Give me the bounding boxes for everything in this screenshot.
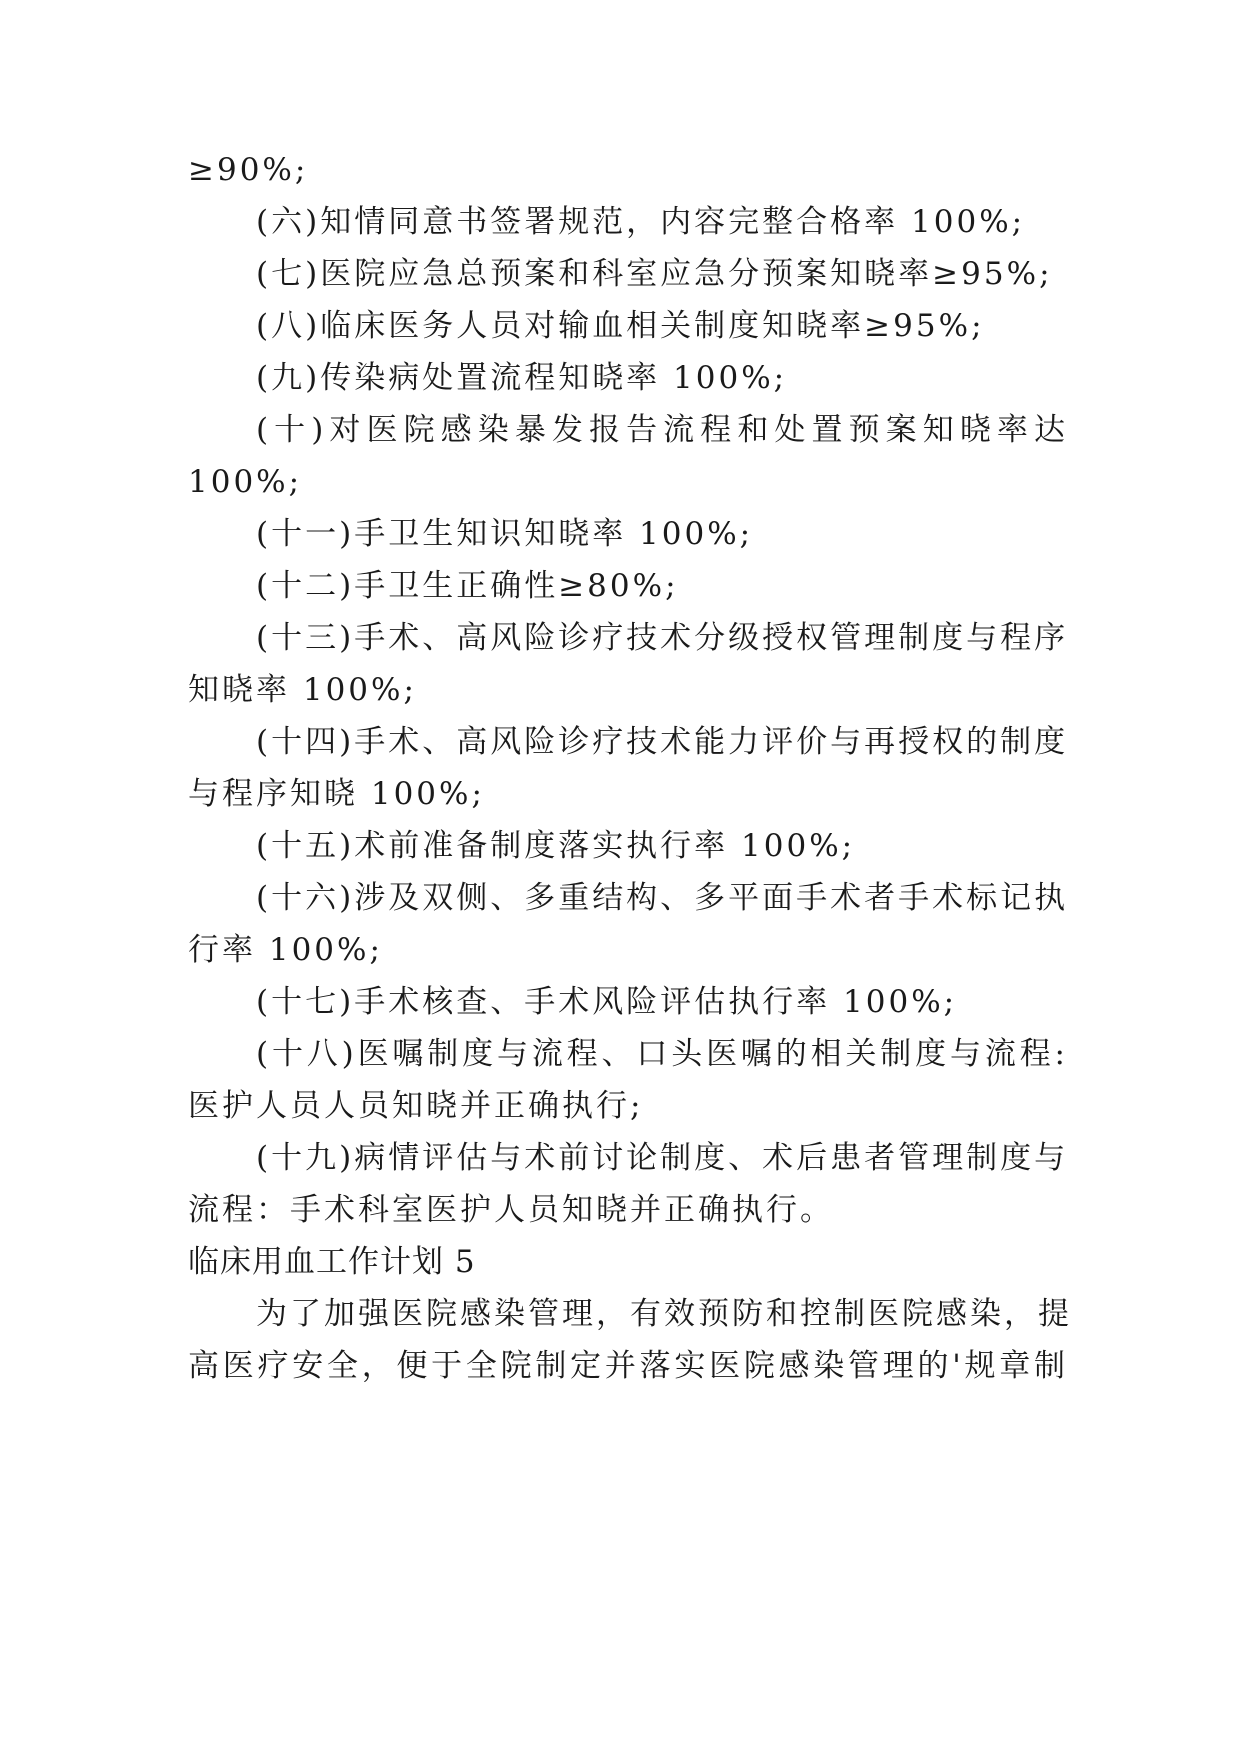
text-line-17: (十七)手术核查、手术风险评估执行率 100%;	[256, 984, 958, 1020]
text-line-10: (十三)手术、高风险诊疗技术分级授权管理制度与程序	[256, 620, 1069, 656]
text-line-18: (十八)医嘱制度与流程、口头医嘱的相关制度与流程:	[256, 1036, 1068, 1072]
text-line-8: (十一)手卫生知识知晓率 100%;	[256, 516, 754, 552]
text-line-14: (十五)术前准备制度落实执行率 100%;	[256, 828, 856, 864]
text-line-7: 100%;	[188, 464, 303, 500]
text-line-12: (十四)手术、高风险诊疗技术能力评价与再授权的制度	[256, 724, 1069, 760]
text-line-11: 知晓率 100%;	[188, 672, 417, 708]
text-line-23: 为了加强医院感染管理，有效预防和控制医院感染，提	[256, 1296, 1072, 1332]
section-heading: 临床用血工作计划 5	[188, 1244, 476, 1280]
text-line-5: (九)传染病处置流程知晓率 100%;	[256, 360, 788, 396]
text-line-1: ≥90%;	[188, 152, 309, 188]
text-line-9: (十二)手卫生正确性≥80%;	[256, 568, 679, 604]
text-line-16: 行率 100%;	[188, 932, 383, 968]
text-line-6: (十)对医院感染暴发报告流程和处置预案知晓率达	[256, 412, 1068, 448]
text-line-15: (十六)涉及双侧、多重结构、多平面手术者手术标记执	[256, 880, 1069, 916]
text-line-24: 高医疗安全，便于全院制定并落实医院感染管理的'规章制	[188, 1348, 1068, 1384]
text-line-13: 与程序知晓 100%;	[188, 776, 485, 812]
text-line-3: (七)医院应急总预案和科室应急分预案知晓率≥95%;	[256, 256, 1053, 292]
text-line-2: (六)知情同意书签署规范，内容完整合格率 100%;	[256, 204, 1026, 240]
text-line-4: (八)临床医务人员对输血相关制度知晓率≥95%;	[256, 308, 985, 344]
text-line-19: 医护人员人员知晓并正确执行;	[188, 1088, 644, 1124]
text-line-20: (十九)病情评估与术前讨论制度、术后患者管理制度与	[256, 1140, 1069, 1176]
text-line-21: 流程：手术科室医护人员知晓并正确执行。	[188, 1192, 834, 1228]
